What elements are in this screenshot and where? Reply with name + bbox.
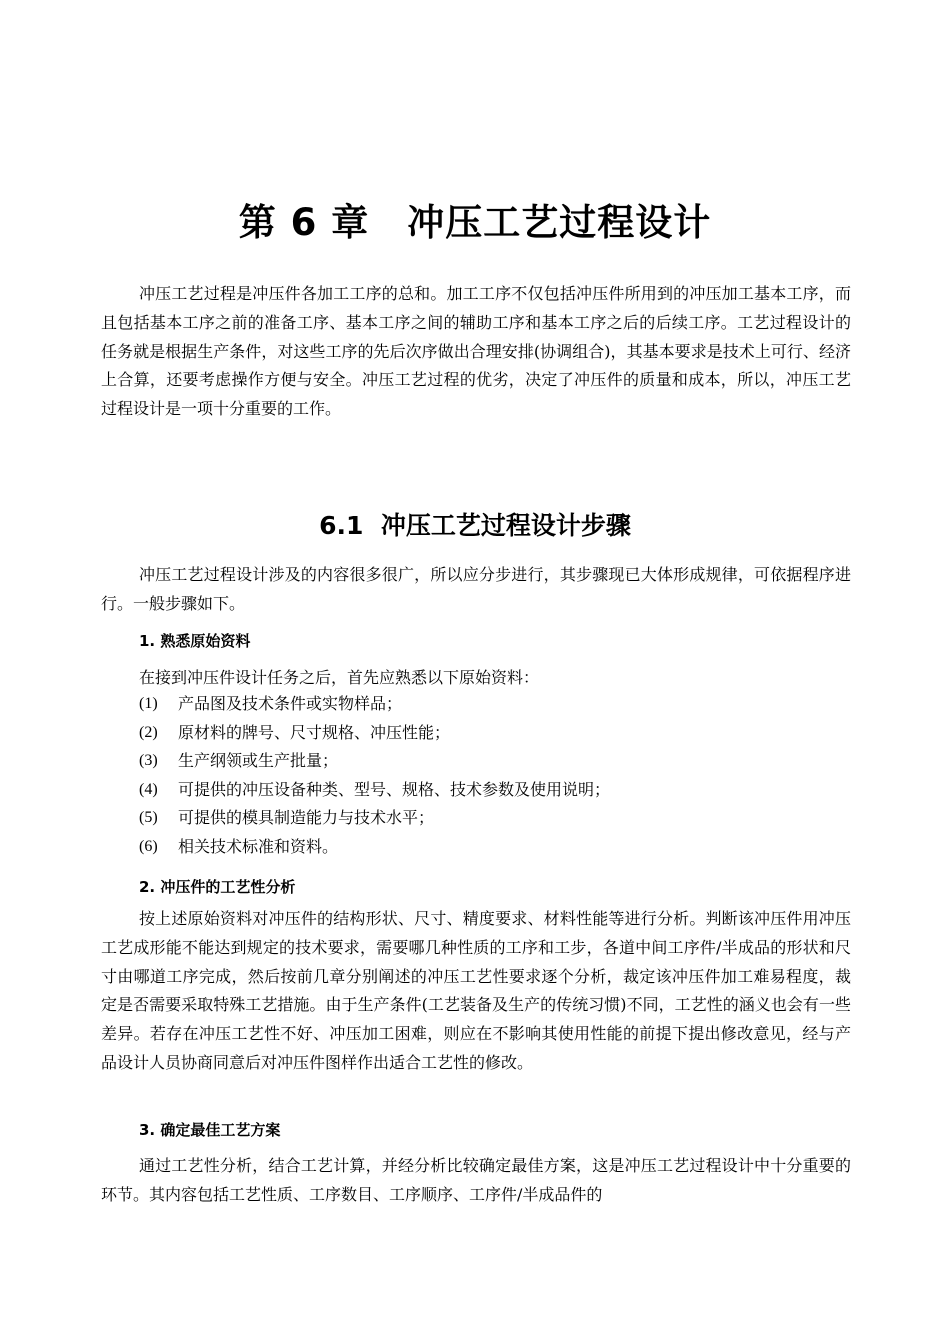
- list-item-number: (3): [139, 752, 158, 770]
- section-intro-paragraph: 冲压工艺过程设计涉及的内容很多很广，所以应分步进行，其步骤现已大体形成规律，可依据程序进行。一般步骤如下。: [101, 565, 851, 613]
- step-heading-1: 1. 熟悉原始资料: [139, 632, 251, 650]
- step-heading-3: 3. 确定最佳工艺方案: [139, 1121, 281, 1139]
- list-item-text: 相关技术标准和资料。: [178, 836, 339, 856]
- section-title: 6.1 冲压工艺过程设计步骤: [319, 510, 631, 540]
- list-item-text: 产品图及技术条件或实物样品；: [178, 694, 403, 713]
- source-materials-list: [139, 690, 610, 862]
- list-item-text: 原材料的牌号、尺寸规格、冲压性能；: [178, 722, 451, 742]
- list-item: [139, 833, 610, 862]
- list-item: [139, 804, 610, 833]
- optimal-plan-paragraph: 通过工艺性分析，结合工艺计算，并经分析比较确定最佳方案，这是冲压工艺过程设计中十分重要的环节。其内容包括工艺性质、工序数目、工序顺序、工序件/半成品件的: [101, 1156, 851, 1204]
- list-item-text: 生产纲领或生产批量；: [178, 751, 339, 771]
- list-item-number: (4): [139, 780, 158, 798]
- list-item: [139, 719, 610, 748]
- list-item-text: 可提供的冲压设备种类、型号、规格、技术参数及使用说明；: [178, 779, 611, 799]
- step-heading-2: 2. 冲压件的工艺性分析: [139, 878, 296, 896]
- chapter-title: 第 6 章 冲压工艺过程设计: [238, 200, 712, 244]
- list-item-number: (5): [139, 809, 158, 827]
- process-analysis-paragraph: 按上述原始资料对冲压件的结构形状、尺寸、精度要求、材料性能等进行分析。判断该冲压件用冲压工艺成形能不能达到规定的技术要求，需要哪几种性质的工序和工步，各道中间工序件/半成品的形状和尺寸由哪道工序完成，然后按前几章分别阐述的冲压工艺性要求逐个分析，裁定该冲压件加工难易程度，裁定是否需要采取特殊工艺措施。由于生产条件(工艺装备及生产的传统习惯)不同，工艺性的涵义也会有一些差异。若存在冲压工艺性不好、冲压加工困难，则应在不影响其使用性能的前提下提出修改意见，经与产品设计人员协商同意后对冲压件图样作出适合工艺性的修改。: [101, 909, 851, 1072]
- list-item: [139, 690, 610, 719]
- list-item: [139, 776, 610, 805]
- step-1-lead: 在接到冲压件设计任务之后，首先应熟悉以下原始资料：: [139, 668, 540, 687]
- list-item-number: (2): [139, 723, 158, 741]
- list-item-number: (6): [139, 837, 158, 855]
- list-item-text: 可提供的模具制造能力与技术水平；: [178, 808, 435, 828]
- chapter-intro-paragraph: 冲压工艺过程是冲压件各加工工序的总和。加工工序不仅包括冲压件所用到的冲压加工基本工序，而且包括基本工序之前的准备工序、基本工序之间的辅助工序和基本工序之后的后续工序。工艺过程设计的任务就是根据生产条件，对这些工序的先后次序做出合理安排(协调组合)，其基本要求是技术上可行、经济上合算，还要考虑操作方便与安全。冲压工艺过程的优劣，决定了冲压件的质量和成本，所以，冲压工艺过程设计是一项十分重要的工作。: [101, 284, 851, 419]
- list-item-number: (1): [139, 695, 158, 712]
- list-item: [139, 747, 610, 776]
